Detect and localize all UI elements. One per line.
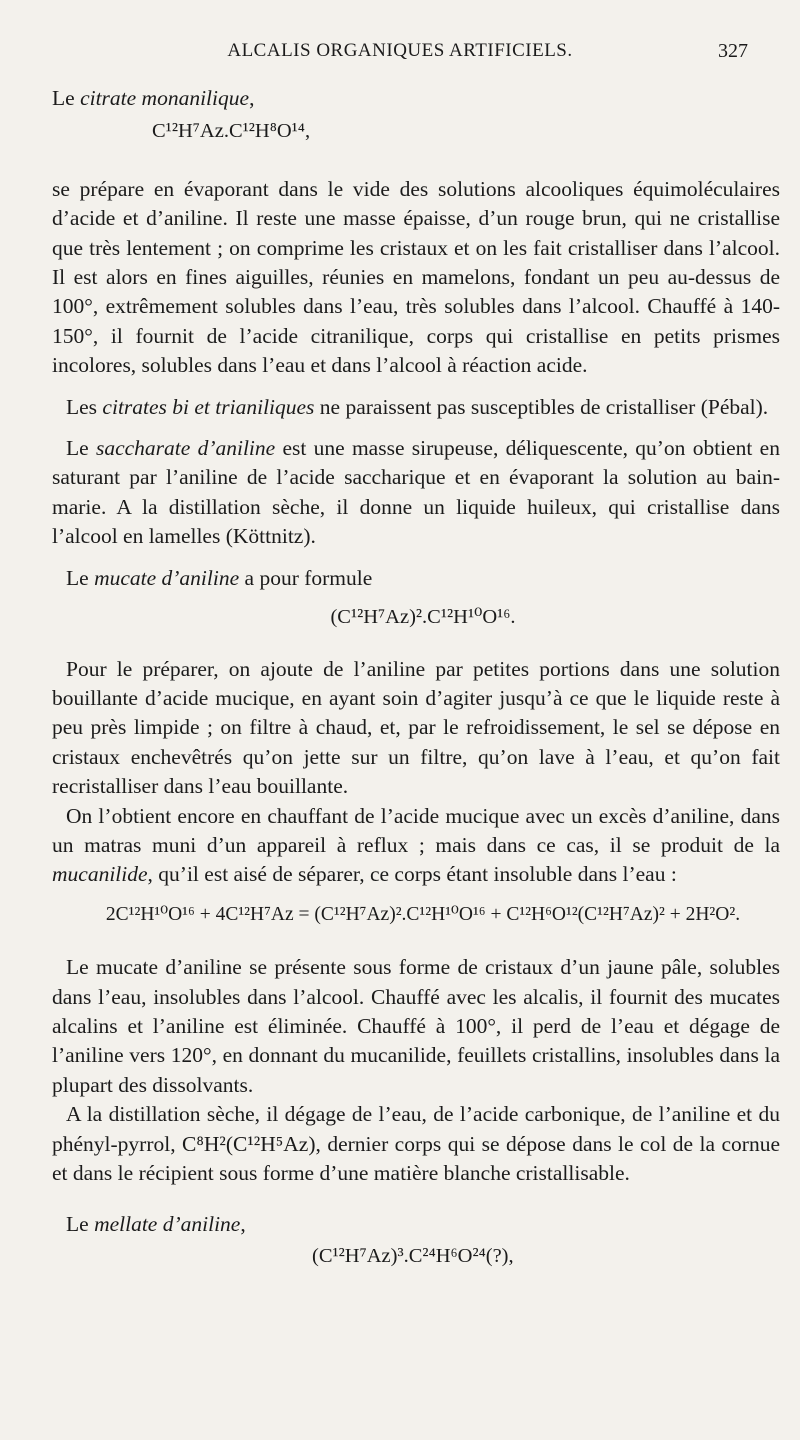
mucate-alt-text: , qu’il est aisé de séparer, ce corps étant insoluble dans l’eau : (147, 862, 677, 887)
saccharate-text: est une masse sirupeuse, déliquescente, qu’on obtient en saturant par l’aniline de l’acide saccharique et en évaporant la solution au bain-marie. A la distillation sèche, il donne un liquide huileux, qui cristallise dans l’alcool en lamelles (Köttnitz). (52, 436, 780, 549)
citrate-trail: , (249, 86, 255, 110)
mucate-formula: (C¹²H⁷Az)².C¹²H¹⁰O¹⁶. (330, 606, 516, 629)
mellate-formula: (C¹²H⁷Az)³.C²⁴H⁶O²⁴(?), (312, 1244, 514, 1267)
mucanilide-term: mucanilide (52, 862, 148, 887)
mucate-intro-text: a pour formule (239, 565, 373, 590)
citrate-paragraph: se prépare en évaporant dans le vide des solutions alcooliques équimoléculaires d’acide et d’aniline. Il reste une masse épaisse, d’un rouge brun, qui ne cristallise que très lentement ; on comprime les cristaux et on les fait cristalliser dans l’alcool. Il est alors en fines aiguilles, réunies en mamelons, fondant un peu au-dessus de 100°, extrêmement solubles dans l’eau, très solubles dans l’alcool. Chauffé à 140-150°, il fournit de l’acide citranilique, corps qui cristallise en petits prismes incolores, solubles dans l’eau et dans l’alcool à réaction acide. (52, 176, 780, 378)
mucate-preparation: Pour le préparer, on ajoute de l’aniline par petites portions dans une solution bouillante d’acide mucique, en ayant soin d’agiter jusqu’à ce que le liquide reste à peu près limpide ; on filtre à chaud, et, par le refroidissement, le sel se dépose en cristaux enchevêtrés qu’on jette sur un filtre, qu’on lave à l’eau, et qu’on fait recristalliser dans l’eau bouillante. (52, 656, 780, 799)
mellate-term: mellate d’aniline (94, 1212, 241, 1237)
citrates-text: ne paraissent pas susceptibles de cristalliser (Pébal). (314, 394, 769, 419)
page-body (52, 84, 780, 1271)
mucate-properties: Le mucate d’aniline se présente sous forme de cristaux d’un jaune pâle, solubles dans l’eau, insolubles dans l’alcool. Chauffé avec les alcalis, il fournit des mucates alcalins et l’aniline est éliminée. Chauffé à 100°, il perd de l’eau et dégage de l’aniline vers 120°, en donnant du mucanilide, feuillets cristallins, insolubles dans la plupart des dissolvants. (52, 955, 780, 1097)
citrate-formula: C¹²H⁷Az.C¹²H⁸O¹⁴, (152, 120, 311, 143)
mellate-lead: Le (66, 1212, 95, 1237)
mucate-term: mucate d’aniline (94, 565, 240, 590)
running-head (60, 40, 748, 70)
citrates-bi-tri-paragraph (52, 393, 780, 422)
saccharate-term: saccharate d’aniline (95, 436, 276, 461)
running-title: ALCALIS ORGANIQUES ARTIFICIELS. (227, 40, 573, 61)
mucate-distillation: A la distillation sèche, il dégage de l’eau, de l’acide carbonique, de l’aniline et du phényl-pyrrol, C⁸H²(C¹²H⁵Az), dernier corps qui se dépose dans le col de la cornue et dans le récipient sous forme d’une matière blanche cristallisable. (52, 1102, 780, 1185)
mucate-alt-lead: On l’obtient encore en chauffant de l’acide mucique avec un excès d’aniline, dans un matras muni d’un appareil à reflux ; mais dans ce cas, il se produit de la (52, 803, 780, 857)
citrate-term: citrate monanilique (80, 86, 250, 110)
citrates-term: citrates bi et trianiliques (102, 394, 315, 419)
citrate-lead: Le (52, 86, 81, 110)
page-number: 327 (718, 40, 748, 62)
mucate-alternative (52, 802, 780, 890)
mucate-intro (52, 564, 780, 593)
saccharate-paragraph (52, 434, 780, 552)
saccharate-lead: Le (66, 436, 96, 461)
citrates-lead: Les (66, 394, 103, 419)
citrate-heading (52, 84, 780, 113)
mucate-lead: Le (66, 565, 95, 590)
mellate-trail: , (240, 1212, 246, 1237)
mellate-heading (52, 1210, 780, 1239)
mucate-equation: 2C¹²H¹⁰O¹⁶ + 4C¹²H⁷Az = (C¹²H⁷Az)².C¹²H¹⁰O¹⁶ + C¹²H⁶O¹²(C¹²H⁷Az)² + 2H²O². (105, 903, 741, 925)
